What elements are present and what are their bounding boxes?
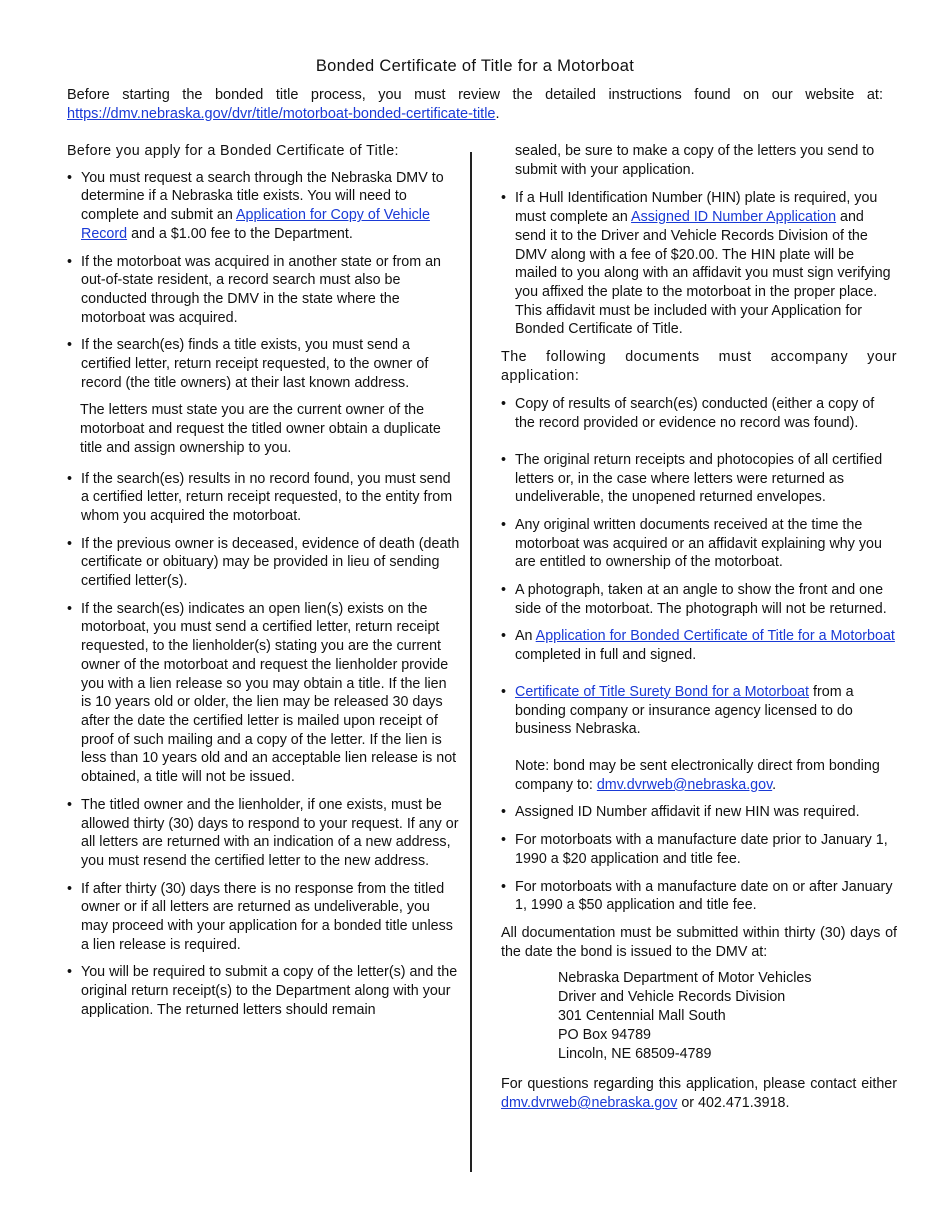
letters-paragraph: The letters must state you are the current owner of the motorboat and request the titled owner obtain a duplicate title and assign ownership to you. <box>80 402 441 456</box>
questions-text: For questions regarding this application, please contact either <box>501 1076 897 1093</box>
list-item <box>501 683 897 795</box>
address-line: Lincoln, NE 68509-4789 <box>558 1045 712 1062</box>
page-title: Bonded Certificate of Title for a Motorboat <box>315 57 635 75</box>
bullet-icon: • <box>501 516 507 533</box>
list-item <box>67 169 460 244</box>
bullet-icon: • <box>501 683 507 700</box>
list-item <box>501 189 897 339</box>
bonded-title-application-link[interactable]: Application for Bonded Certificate of Title for a Motorboat <box>535 628 895 645</box>
item-text: A photograph, taken at an angle to show the front and one side of the motorboat. The photograph will not be returned. <box>515 582 887 617</box>
item-text: from a bonding company or insurance agency licensed to do business Nebraska. <box>515 683 854 738</box>
documents-list <box>501 395 897 914</box>
intro-paragraph <box>67 86 883 124</box>
item-text: If the motorboat was acquired in another state or from an out-of-state resident, a record search must also be conducted through the DMV in the state where the motorboat was acquired. <box>81 253 441 326</box>
item-text: The original return receipts and photocopies of all certified letters or, in the case where letters were returned as undeliverable, the unopened returned envelopes. <box>515 451 883 506</box>
item-text: For motorboats with a manufacture date on or after January 1, 1990 a $50 application and title fee. <box>515 878 893 914</box>
left-lead: Before you apply for a Bonded Certificate of Title: <box>67 143 399 159</box>
intro-text: Before starting the bonded title process, you must review the detailed instructions found on our website at: <box>67 87 883 103</box>
item-text: Assigned ID Number affidavit if new HIN was required. <box>515 804 860 821</box>
item-text: You must request a search through the Nebraska DMV to determine if a Nebraska title exists. You will need to complete and submit an <box>81 169 444 224</box>
list-item <box>67 880 460 955</box>
continued-text: sealed, be sure to make a copy of the letters you send to submit with your application. <box>515 143 875 178</box>
list-item <box>501 627 897 664</box>
item-text: If the search(es) results in no record found, you must send a certified letter, return receipt requested, to the entity from whom you acquired the motorboat. <box>81 470 453 524</box>
mailing-address <box>558 969 897 1063</box>
bullet-icon: • <box>67 470 73 487</box>
item-text: An <box>515 628 536 645</box>
assigned-id-application-link[interactable]: Assigned ID Number Application <box>631 209 837 226</box>
bullet-icon: • <box>67 600 73 617</box>
bullet-icon: • <box>67 337 73 354</box>
requirements-list-2 <box>67 470 460 1020</box>
item-text: If a Hull Identification Number (HIN) plate is required, you must complete an <box>515 190 878 226</box>
bullet-icon: • <box>67 535 73 552</box>
bullet-icon: • <box>501 396 507 413</box>
list-item <box>67 796 460 871</box>
bullet-icon: • <box>501 451 507 468</box>
questions-paragraph <box>501 1075 897 1112</box>
instructions-link[interactable]: https://dmv.nebraska.gov/dvr/title/motorboat-bonded-certificate-title <box>67 106 496 122</box>
list-item <box>501 581 897 618</box>
address-line: Driver and Vehicle Records Division <box>558 989 786 1006</box>
list-item <box>501 878 897 915</box>
column-divider <box>470 152 472 1172</box>
item-text: If the search(es) indicates an open lien(s) exists on the motorboat, you must send a certified letter, return receipt requested, to the lienholder(s) stating you are the current owner of the motorboat and request the lienholder provide you with a lien release so you may obtain a title. If the lien is 10 years old or older, the lien may be released 30 days after the date the certified letter is mailed upon receipt of proof of such mailing and a copy of the letter. If the lien is less than 10 years old and an acceptable lien release is not obtained, a title will not be issued. <box>81 600 457 786</box>
list-item <box>67 253 460 328</box>
note-text: Note: bond may be sent electronically direct from bonding company to: <box>515 757 880 793</box>
item-text: and send it to the Driver and Vehicle Records Division of the DMV along with a fee of $20.00. The HIN plate will be mailed to you along with an affidavit you must sign verifying you affixed the plate to the motorboat in the proper place. This affidavit must be included with your Application for Bonded Certificate of Title. <box>515 209 891 338</box>
list-item <box>67 336 460 392</box>
item-text: If the previous owner is deceased, evidence of death (death certificate or obituary) may be provided in lieu of sending certified letter(s). <box>81 535 460 590</box>
item-text: For motorboats with a manufacture date prior to January 1, 1990 a $20 application and title fee. <box>515 832 888 867</box>
hin-list <box>501 189 897 339</box>
bullet-icon: • <box>501 804 507 821</box>
contact-email-link[interactable]: dmv.dvrweb@nebraska.gov <box>501 1095 678 1111</box>
item-text: The titled owner and the lienholder, if one exists, must be allowed thirty (30) days to respond to your request. If any or all letters are returned with an indication of a new address, you must resend the certified letter to the new address. <box>81 796 459 869</box>
submit-paragraph: All documentation must be submitted within thirty (30) days of the date the bond is issued to the DMV at: <box>501 924 897 960</box>
item-text: and a $1.00 fee to the Department. <box>127 225 353 242</box>
list-item <box>501 831 897 868</box>
list-item <box>67 600 460 787</box>
bullet-icon: • <box>501 190 507 207</box>
item-text: completed in full and signed. <box>515 647 697 664</box>
bullet-icon: • <box>501 832 507 849</box>
item-text: Copy of results of search(es) conducted (either a copy of the record provided or evidence no record was found). <box>515 396 875 432</box>
list-item <box>501 516 897 572</box>
list-item <box>67 963 460 1019</box>
address-line: PO Box 94789 <box>558 1026 651 1043</box>
bullet-icon: • <box>501 878 507 895</box>
right-column <box>501 142 897 1113</box>
left-column <box>67 142 460 1029</box>
list-item <box>501 803 897 822</box>
questions-trail: or 402.471.3918. <box>677 1095 790 1111</box>
documents-lead: The following documents must accompany your application: <box>501 349 897 384</box>
item-text: If after thirty (30) days there is no response from the titled owner or if all letters are returned as undeliverable, you may proceed with your application for a bonded title unless a lien release is required. <box>81 880 453 953</box>
item-text: If the search(es) finds a title exists, you must send a certified letter, return receipt requested, to the owner of record (the title owners) at their last known address. <box>81 337 429 391</box>
surety-bond-link[interactable]: Certificate of Title Surety Bond for a Motorboat <box>515 683 810 700</box>
bullet-icon: • <box>67 796 73 813</box>
copy-of-record-link[interactable]: Application for Copy of Vehicle Record <box>81 207 430 242</box>
bullet-icon: • <box>501 628 507 645</box>
bullet-icon: • <box>67 964 73 981</box>
list-item <box>501 451 897 507</box>
list-item <box>67 535 460 591</box>
email-link[interactable]: dmv.dvrweb@nebraska.gov <box>596 776 773 793</box>
bullet-icon: • <box>67 169 73 186</box>
list-item <box>501 395 897 432</box>
requirements-list <box>67 169 460 393</box>
item-text: Any original written documents received at the time the motorboat was acquired or an affidavit explaining why you are entitled to ownership of the motorboat. <box>515 516 882 571</box>
list-item <box>67 470 460 526</box>
item-text: You will be required to submit a copy of the letter(s) and the original return receipt(s) to the Department along with your application. The returned letters should remain <box>81 964 458 1018</box>
intro-trail: . <box>495 106 500 122</box>
address-line: 301 Centennial Mall South <box>558 1007 726 1024</box>
note-trail: . <box>772 776 777 793</box>
address-line: Nebraska Department of Motor Vehicles <box>558 970 812 987</box>
bond-note <box>515 757 897 794</box>
bullet-icon: • <box>67 253 73 270</box>
bullet-icon: • <box>67 880 73 897</box>
bullet-icon: • <box>501 582 507 599</box>
